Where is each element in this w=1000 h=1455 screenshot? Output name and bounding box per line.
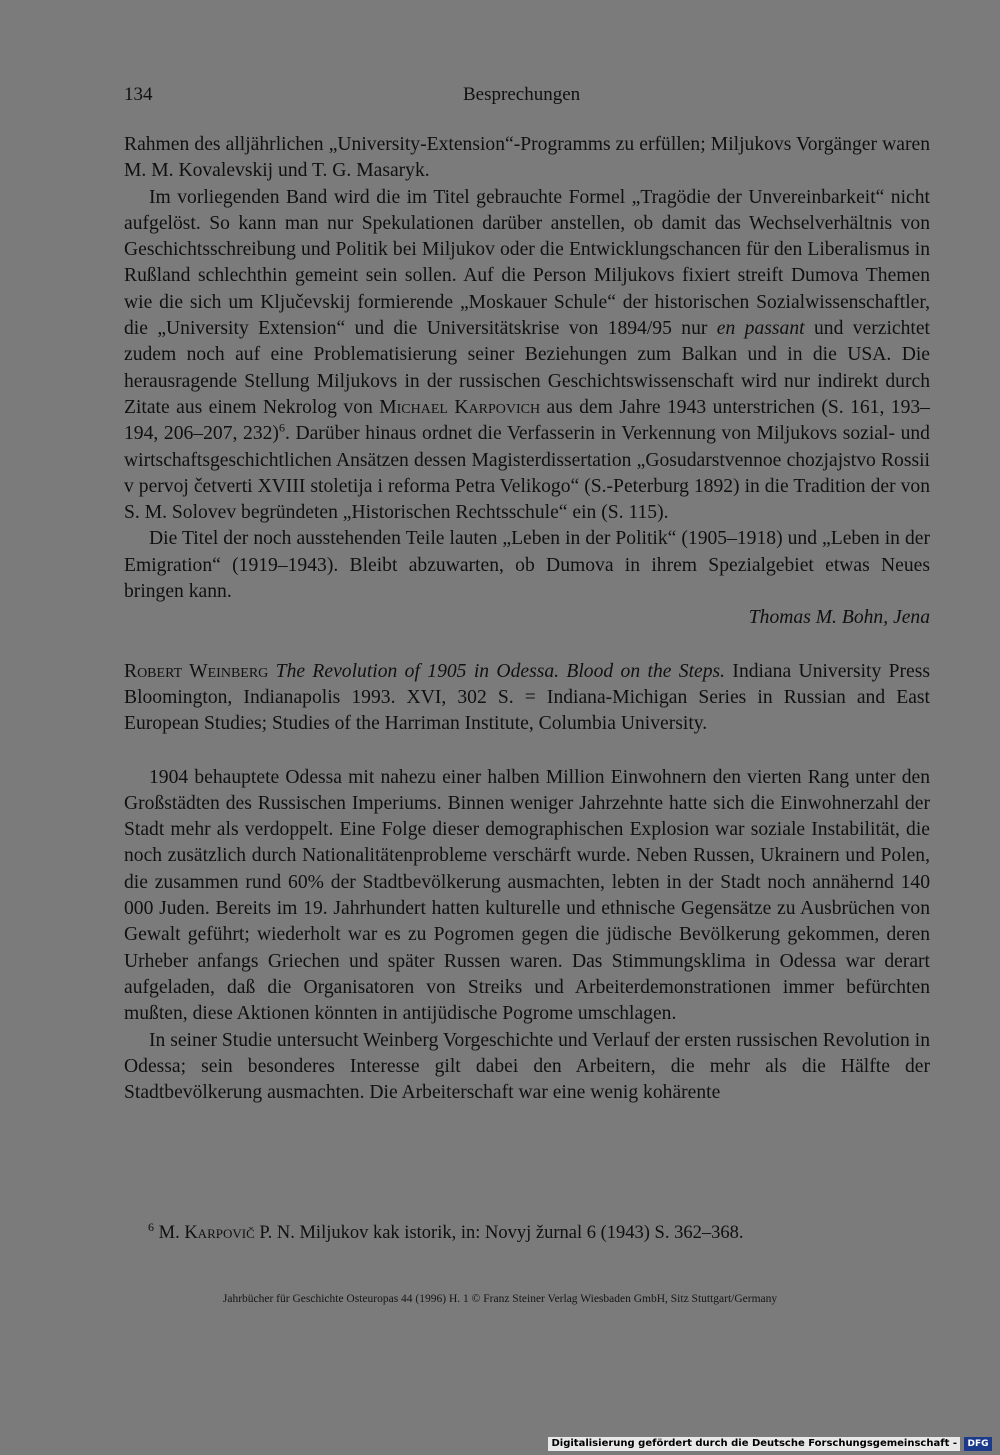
continued-paragraph: Rahmen des alljährlichen „University-Extension“-Programms zu erfüllen; Miljukovs Vorgänger waren M. M. Kovalevskij und T. G. Masaryk.	[124, 134, 930, 182]
dfg-notice-text: Digitalisierung gefördert durch die Deutsche Forschungsgemeinschaft -	[548, 1437, 960, 1451]
review-publication-details: Indiana University Press Bloomington, Indianapolis 1993. XVI, 302 S. = Indiana-Michigan Series in Russian and East European Studies; Studies of the Harriman Institute, Columbia University.	[124, 660, 930, 735]
review-author: Robert Weinberg	[124, 660, 269, 682]
journal-imprint: Jahrbücher für Geschichte Osteuropas 44 (1996) H. 1 © Franz Steiner Verlag Wiesbaden GmbH, Sitz Stuttgart/Germany	[222, 1293, 778, 1305]
author-name-karpovich: Michael Karpovich	[379, 396, 541, 418]
review-paragraph-2: In seiner Studie untersucht Weinberg Vorgeschichte und Verlauf der ersten russischen Revolution in Odessa; sein besonderes Interesse gilt dabei den Arbeitern, die mehr als die Hälfte der Stadtbevölkerung ausmachten. Die Arbeiterschaft war eine wenig kohärente	[124, 1029, 930, 1104]
text-run: . Darüber hinaus ordnet die Verfasserin in Verkennung von Miljukovs sozial- und wirtschaftsgeschichtlichen Ansätzen dessen Magisterdissertation „Gosudarstvennoe chozjajstvo Rossii v pervoj četverti XVIII stoletija i reforma Petra Velikogo“ (S.-Peterburg 1892) in die Tradition der von S. M. Solovev begründeten „Historischen Rechtsschule“ ein (S. 115).	[124, 423, 930, 524]
footnote-text: P. N. Miljukov kak istorik, in: Novyj žurnal 6 (1943) S. 362–368.	[254, 1223, 744, 1243]
dfg-notice-bar	[548, 1437, 992, 1451]
section-gap	[124, 738, 930, 765]
text-run: aus dem Jahre 1943 unterstrichen (S. 161, 193–194, 206–207, 232)	[124, 396, 930, 445]
emphasis-en-passant: en passant	[716, 318, 805, 340]
text-run: und verzichtet zudem noch auf eine Problematisierung seiner Beziehungen zum Balkan und in die USA. Die herausragende Stellung Miljukovs in der russischen Geschichtswissenschaft wird nur indirekt durch Zitate aus einem Nekrolog von	[124, 318, 930, 418]
paragraph-closing: Die Titel der noch ausstehenden Teile lauten „Leben in der Politik“ (1905–1918) und „Leben in der Emigration“ (1919–1943). Bleibt abzuwarten, ob Dumova in ihrem Spezialgebiet etwas Neues bringen kann.	[124, 528, 930, 603]
footnote-author: M. Karpovič	[158, 1223, 255, 1243]
review-book-title: The Revolution of 1905 in Odessa. Blood on the Steps.	[275, 660, 726, 682]
footnote-reference: 6	[278, 420, 285, 435]
paragraph-critique	[124, 185, 930, 527]
running-head: Besprechungen	[463, 84, 581, 105]
signature-line	[124, 605, 930, 631]
reviewer-signature: Thomas M. Bohn, Jena	[748, 607, 930, 629]
section-gap	[124, 632, 930, 659]
footnote-marker: 6	[148, 1219, 154, 1234]
page-number: 134	[124, 84, 153, 105]
page-body	[124, 132, 930, 1106]
review-paragraph-1: 1904 behauptete Odessa mit nahezu einer halben Million Einwohnern den vierten Rang unter den Großstädten des Russischen Imperiums. Binnen weniger Jahrzehnte hatte sich die Einwohnerzahl der Stadt mehr als verdoppelt. Eine Folge dieser demographischen Explosion war soziale Instabilität, die noch zusätzlich durch Nationalitätenprobleme verschärft wurde. Neben Russen, Ukrainern und Polen, die zusammen rund 60% der Stadtbevölkerung ausmachten, lebten in der Stadt noch annähernd 140 000 Juden. Bereits im 19. Jahrhundert hatten kulturelle und ethnische Gegensätze zu Ausbrüchen von Gewalt geführt; wiederholt war es zu Pogromen gegen die jüdische Bevölkerung gekommen, deren Urheber anfangs Griechen und später Russen waren. Das Stimmungsklima in Odessa war derart aufgeladen, daß die Organisatoren von Streiks und Arbeiterdemonstrationen immer befürchten mußten, diese Aktionen könnten in antijüdische Pogrome umschlagen.	[124, 766, 930, 1025]
review-citation	[124, 659, 930, 738]
dfg-logo-icon: DFG	[964, 1437, 992, 1451]
footnote	[148, 1219, 928, 1244]
text-run: Im vorliegenden Band wird die im Titel gebrauchte Formel „Tragödie der Unvereinbarkeit“ nicht aufgelöst. So kann man nur Spekulationen darüber anstellen, ob damit das Wechselverhältnis von Geschichtsschreibung und Politik bei Miljukov oder die Entwicklungschancen für den Liberalismus in Rußland schlechthin gemeint sein sollen. Auf die Person Miljukovs fixiert streift Dumova Themen wie die sich um Ključevskij formierende „Moskauer Schule“ der historischen Sozialwissenschaftler, die „University Extension“ und die Universitätskrise von 1894/95 nur	[124, 186, 930, 340]
